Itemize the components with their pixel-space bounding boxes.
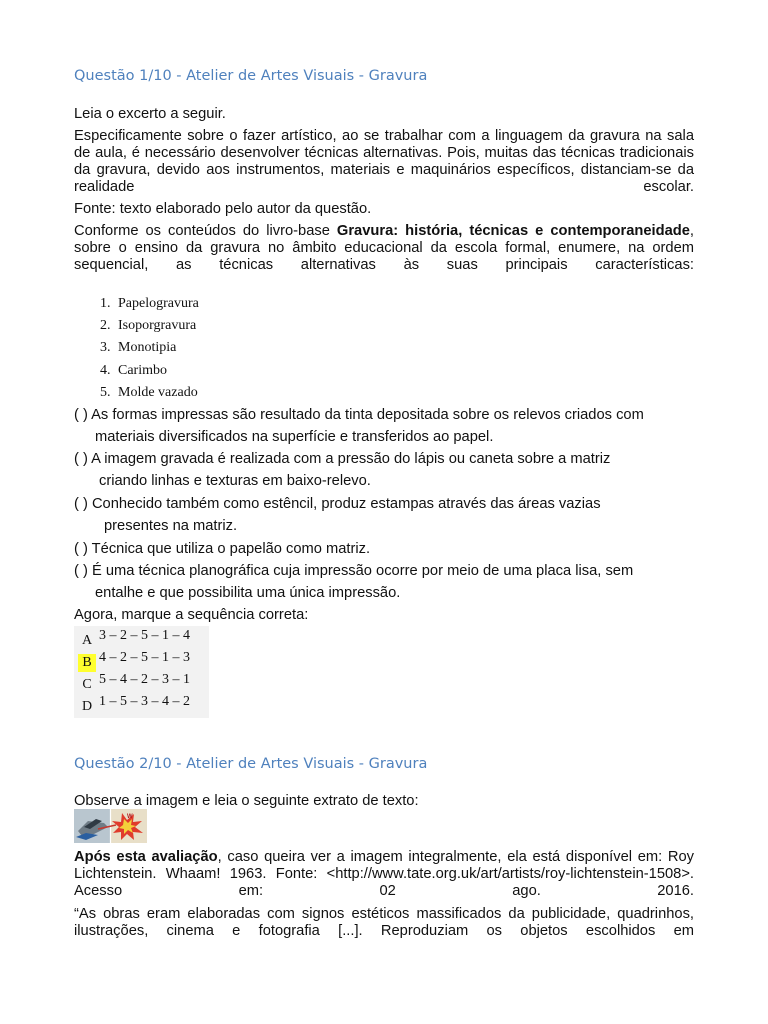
option-text: 5 – 4 – 2 – 3 – 1: [99, 672, 190, 687]
question-2-intro: Observe a imagem e leia o seguinte extrato de texto:: [74, 793, 419, 809]
question-2-title: Questão 2/10 - Atelier de Artes Visuais - Gravura: [74, 756, 428, 772]
question-1-excerpt: Especificamente sobre o fazer artístico, ao se trabalhar com a linguagem da gravura na sala de aula, é necessário desenvolver técnicas alternativas. Pois, muitas das técnicas tradicionais da gravura, devido aos instrumentos, materiais e maquinários específicos, distanciam-se da realidade escolar.: [74, 128, 694, 195]
statement-line: ( ) A imagem gravada é realizada com a pressão do lápis ou caneta sobre a matriz: [74, 451, 611, 467]
whaam-thumbnail-image: [74, 809, 147, 843]
question-1-source: Fonte: texto elaborado pelo autor da questão.: [74, 201, 372, 217]
option-text: 3 – 2 – 5 – 1 – 4: [99, 628, 190, 643]
statement-line: ( ) As formas impressas são resultado da tinta depositada sobre os relevos criados com: [74, 407, 644, 423]
question-1-ask: Agora, marque a sequência correta:: [74, 607, 309, 623]
prompt-text-pre: Conforme os conteúdos do livro-base: [74, 223, 337, 239]
statement-line: entalhe e que possibilita uma única impressão.: [95, 585, 401, 601]
statement-line: materiais diversificados na superfície e transferidos ao papel.: [95, 429, 494, 445]
question-2-quote: “As obras eram elaboradas com signos estéticos massificados da publicidade, quadrinhos, ilustrações, cinema e fotografia [...]. Reproduziam os objetos escolhidos em: [74, 906, 694, 939]
question-1-intro: Leia o excerto a seguir.: [74, 106, 226, 122]
list-item: 4. Carimbo: [100, 362, 167, 378]
availability-text: , caso queira ver a imagem integralmente, ela está disponível em: Roy Lichtenstein. Whaam! 1963. Fonte: <http://www.tate.org.uk/art/artists/roy-lichtenstein-1508>. Acesso em: 02 ago. 2016.: [74, 849, 695, 899]
option-letter: D: [81, 699, 93, 714]
prompt-text-post: , sobre o ensino da gravura no âmbito educacional da escola formal, enumere, na ordem sequencial, as técnicas alternativas às suas principais características:: [74, 223, 694, 273]
statement-line: criando linhas e texturas em baixo-relevo.: [99, 473, 371, 489]
option-letter: C: [82, 677, 92, 692]
answer-options: [74, 626, 209, 718]
statement-line: ( ) É uma técnica planográfica cuja impressão ocorre por meio de uma placa lisa, sem: [74, 563, 634, 579]
book-title: Gravura: história, técnicas e contemporaneidade: [336, 223, 690, 239]
question-1-title: Questão 1/10 - Atelier de Artes Visuais - Gravura: [74, 68, 428, 84]
list-item: 1. Papelogravura: [100, 296, 199, 311]
after-evaluation-bold: Após esta avaliação: [74, 849, 218, 865]
list-item: 2. Isoporgravura: [100, 318, 197, 334]
option-letter: A: [81, 633, 93, 648]
question-2-availability: [74, 849, 694, 900]
statement-line: ( ) Técnica que utiliza o papelão como matriz.: [74, 541, 371, 557]
statement-line: presentes na matriz.: [104, 518, 238, 534]
option-letter-selected: B: [78, 654, 96, 672]
option-text: 1 – 5 – 3 – 4 – 2: [99, 694, 190, 709]
list-item: 3. Monotipia: [100, 340, 177, 356]
statement-line: ( ) Conhecido também como estêncil, produz estampas através das áreas vazias: [74, 496, 601, 512]
technique-list: [100, 293, 199, 404]
question-1-prompt: [74, 223, 694, 274]
option-text: 4 – 2 – 5 – 1 – 3: [99, 650, 190, 665]
list-item: 5. Molde vazado: [100, 384, 198, 400]
svg-text:W: W: [127, 814, 133, 820]
